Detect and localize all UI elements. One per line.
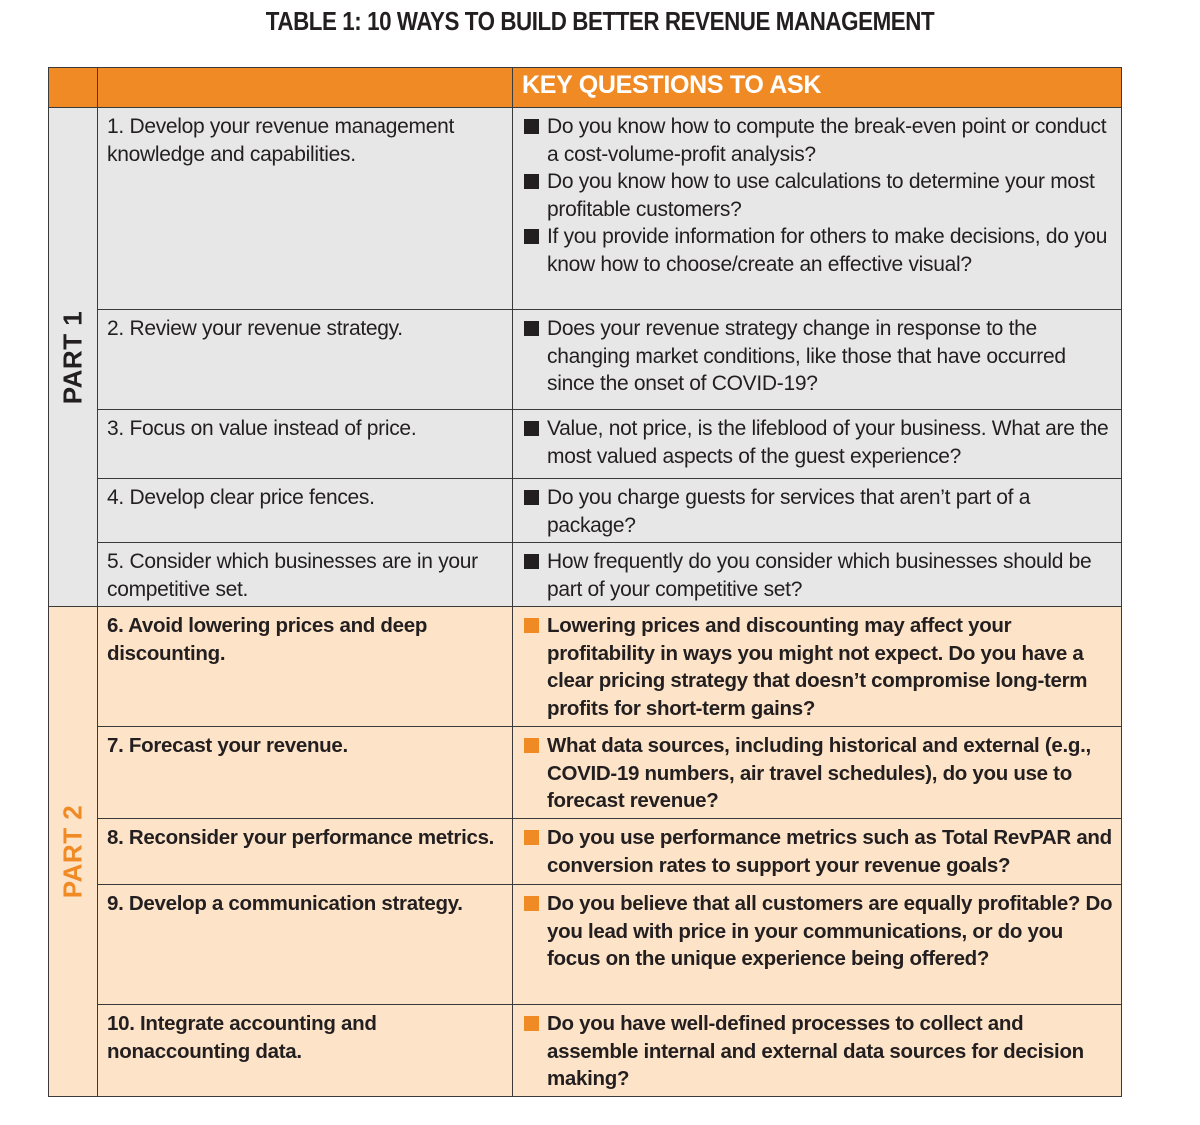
part-2-cell [48, 607, 98, 1097]
question-item: Do you have well-defined processes to collect and assemble internal and external data sources for decision making? [523, 1010, 1113, 1093]
question-item: Value, not price, is the lifeblood of your business. What are the most valued aspects of the guest experience? [523, 415, 1113, 470]
table-row-9-way [98, 885, 513, 1005]
bullet-square-icon [524, 896, 539, 911]
question-item: How frequently do you consider which businesses should be part of your competitive set? [523, 548, 1113, 603]
bullet-square-icon [524, 1016, 539, 1031]
header-cell-questions [513, 67, 1122, 108]
question-item: Does your revenue strategy change in response to the changing market conditions, like those that have occurred since the onset of COVID-19? [523, 315, 1113, 398]
header-questions-label: KEY QUESTIONS TO ASK [522, 71, 822, 99]
table-row-6-way [98, 607, 513, 727]
question-item: What data sources, including historical and external (e.g., COVID-19 numbers, air travel schedules), do you use to forecast revenue? [523, 732, 1113, 815]
way-text: 9. Develop a communication strategy. [107, 892, 463, 915]
way-text: 2. Review your revenue strategy. [107, 317, 403, 340]
table-title: TABLE 1: 10 WAYS TO BUILD BETTER REVENUE MANAGEMENT [265, 6, 935, 36]
header-cell-way [98, 67, 513, 108]
question-item: Do you charge guests for services that aren’t part of a package? [523, 484, 1113, 539]
table-row-4-way [98, 479, 513, 543]
way-text: 7. Forecast your revenue. [107, 734, 348, 757]
bullet-square-icon [524, 830, 539, 845]
bullet-square-icon [524, 119, 539, 134]
table-row-7-way [98, 727, 513, 819]
table-row-4-questions [513, 479, 1122, 543]
question-item: If you provide information for others to make decisions, do you know how to choose/create an effective visual? [523, 223, 1113, 278]
table-row-2-way [98, 310, 513, 410]
bullet-square-icon [524, 229, 539, 244]
part-1-label: PART 1 [57, 310, 87, 404]
question-item: Do you know how to use calculations to determine your most profitable customers? [523, 168, 1113, 223]
table-row-1-questions [513, 108, 1122, 310]
revenue-management-table [48, 67, 1122, 1097]
bullet-square-icon [524, 321, 539, 336]
part-2-label: PART 2 [57, 804, 87, 899]
bullet-square-icon [524, 618, 539, 633]
bullet-square-icon [524, 174, 539, 189]
way-text: 1. Develop your revenue management knowledge and capabilities. [107, 115, 455, 166]
way-text: 10. Integrate accounting and nonaccounting data. [107, 1012, 377, 1063]
way-text: 3. Focus on value instead of price. [107, 417, 417, 440]
table-row-3-way [98, 410, 513, 479]
table-row-5-questions [513, 543, 1122, 607]
table-row-1-way [98, 108, 513, 310]
table-row-9-questions [513, 885, 1122, 1005]
table-row-8-way [98, 819, 513, 885]
header-cell-part [48, 67, 98, 108]
bullet-square-icon [524, 738, 539, 753]
question-item: Do you use performance metrics such as Total RevPAR and conversion rates to support your revenue goals? [523, 824, 1113, 879]
question-item: Do you know how to compute the break-even point or conduct a cost-volume-profit analysis? [523, 113, 1113, 168]
table-row-10-way [98, 1005, 513, 1097]
question-item: Lowering prices and discounting may affect your profitability in ways you might not expect. Do you have a clear pricing strategy that doesn’t compromise long-term profits for short-term gains? [523, 612, 1113, 722]
way-text: 4. Develop clear price fences. [107, 486, 375, 509]
table-row-5-way [98, 543, 513, 607]
table-row-8-questions [513, 819, 1122, 885]
part-1-cell [48, 108, 98, 607]
table-row-3-questions [513, 410, 1122, 479]
bullet-square-icon [524, 554, 539, 569]
way-text: 8. Reconsider your performance metrics. [107, 826, 495, 849]
question-item: Do you believe that all customers are equally profitable? Do you lead with price in your communications, or do you focus on the unique experience being offered? [523, 890, 1113, 973]
table-row-10-questions [513, 1005, 1122, 1097]
table-row-7-questions [513, 727, 1122, 819]
table-row-2-questions [513, 310, 1122, 410]
table-row-6-questions [513, 607, 1122, 727]
bullet-square-icon [524, 421, 539, 436]
way-text: 5. Consider which businesses are in your competitive set. [107, 550, 478, 601]
bullet-square-icon [524, 490, 539, 505]
way-text: 6. Avoid lowering prices and deep discounting. [107, 614, 428, 665]
